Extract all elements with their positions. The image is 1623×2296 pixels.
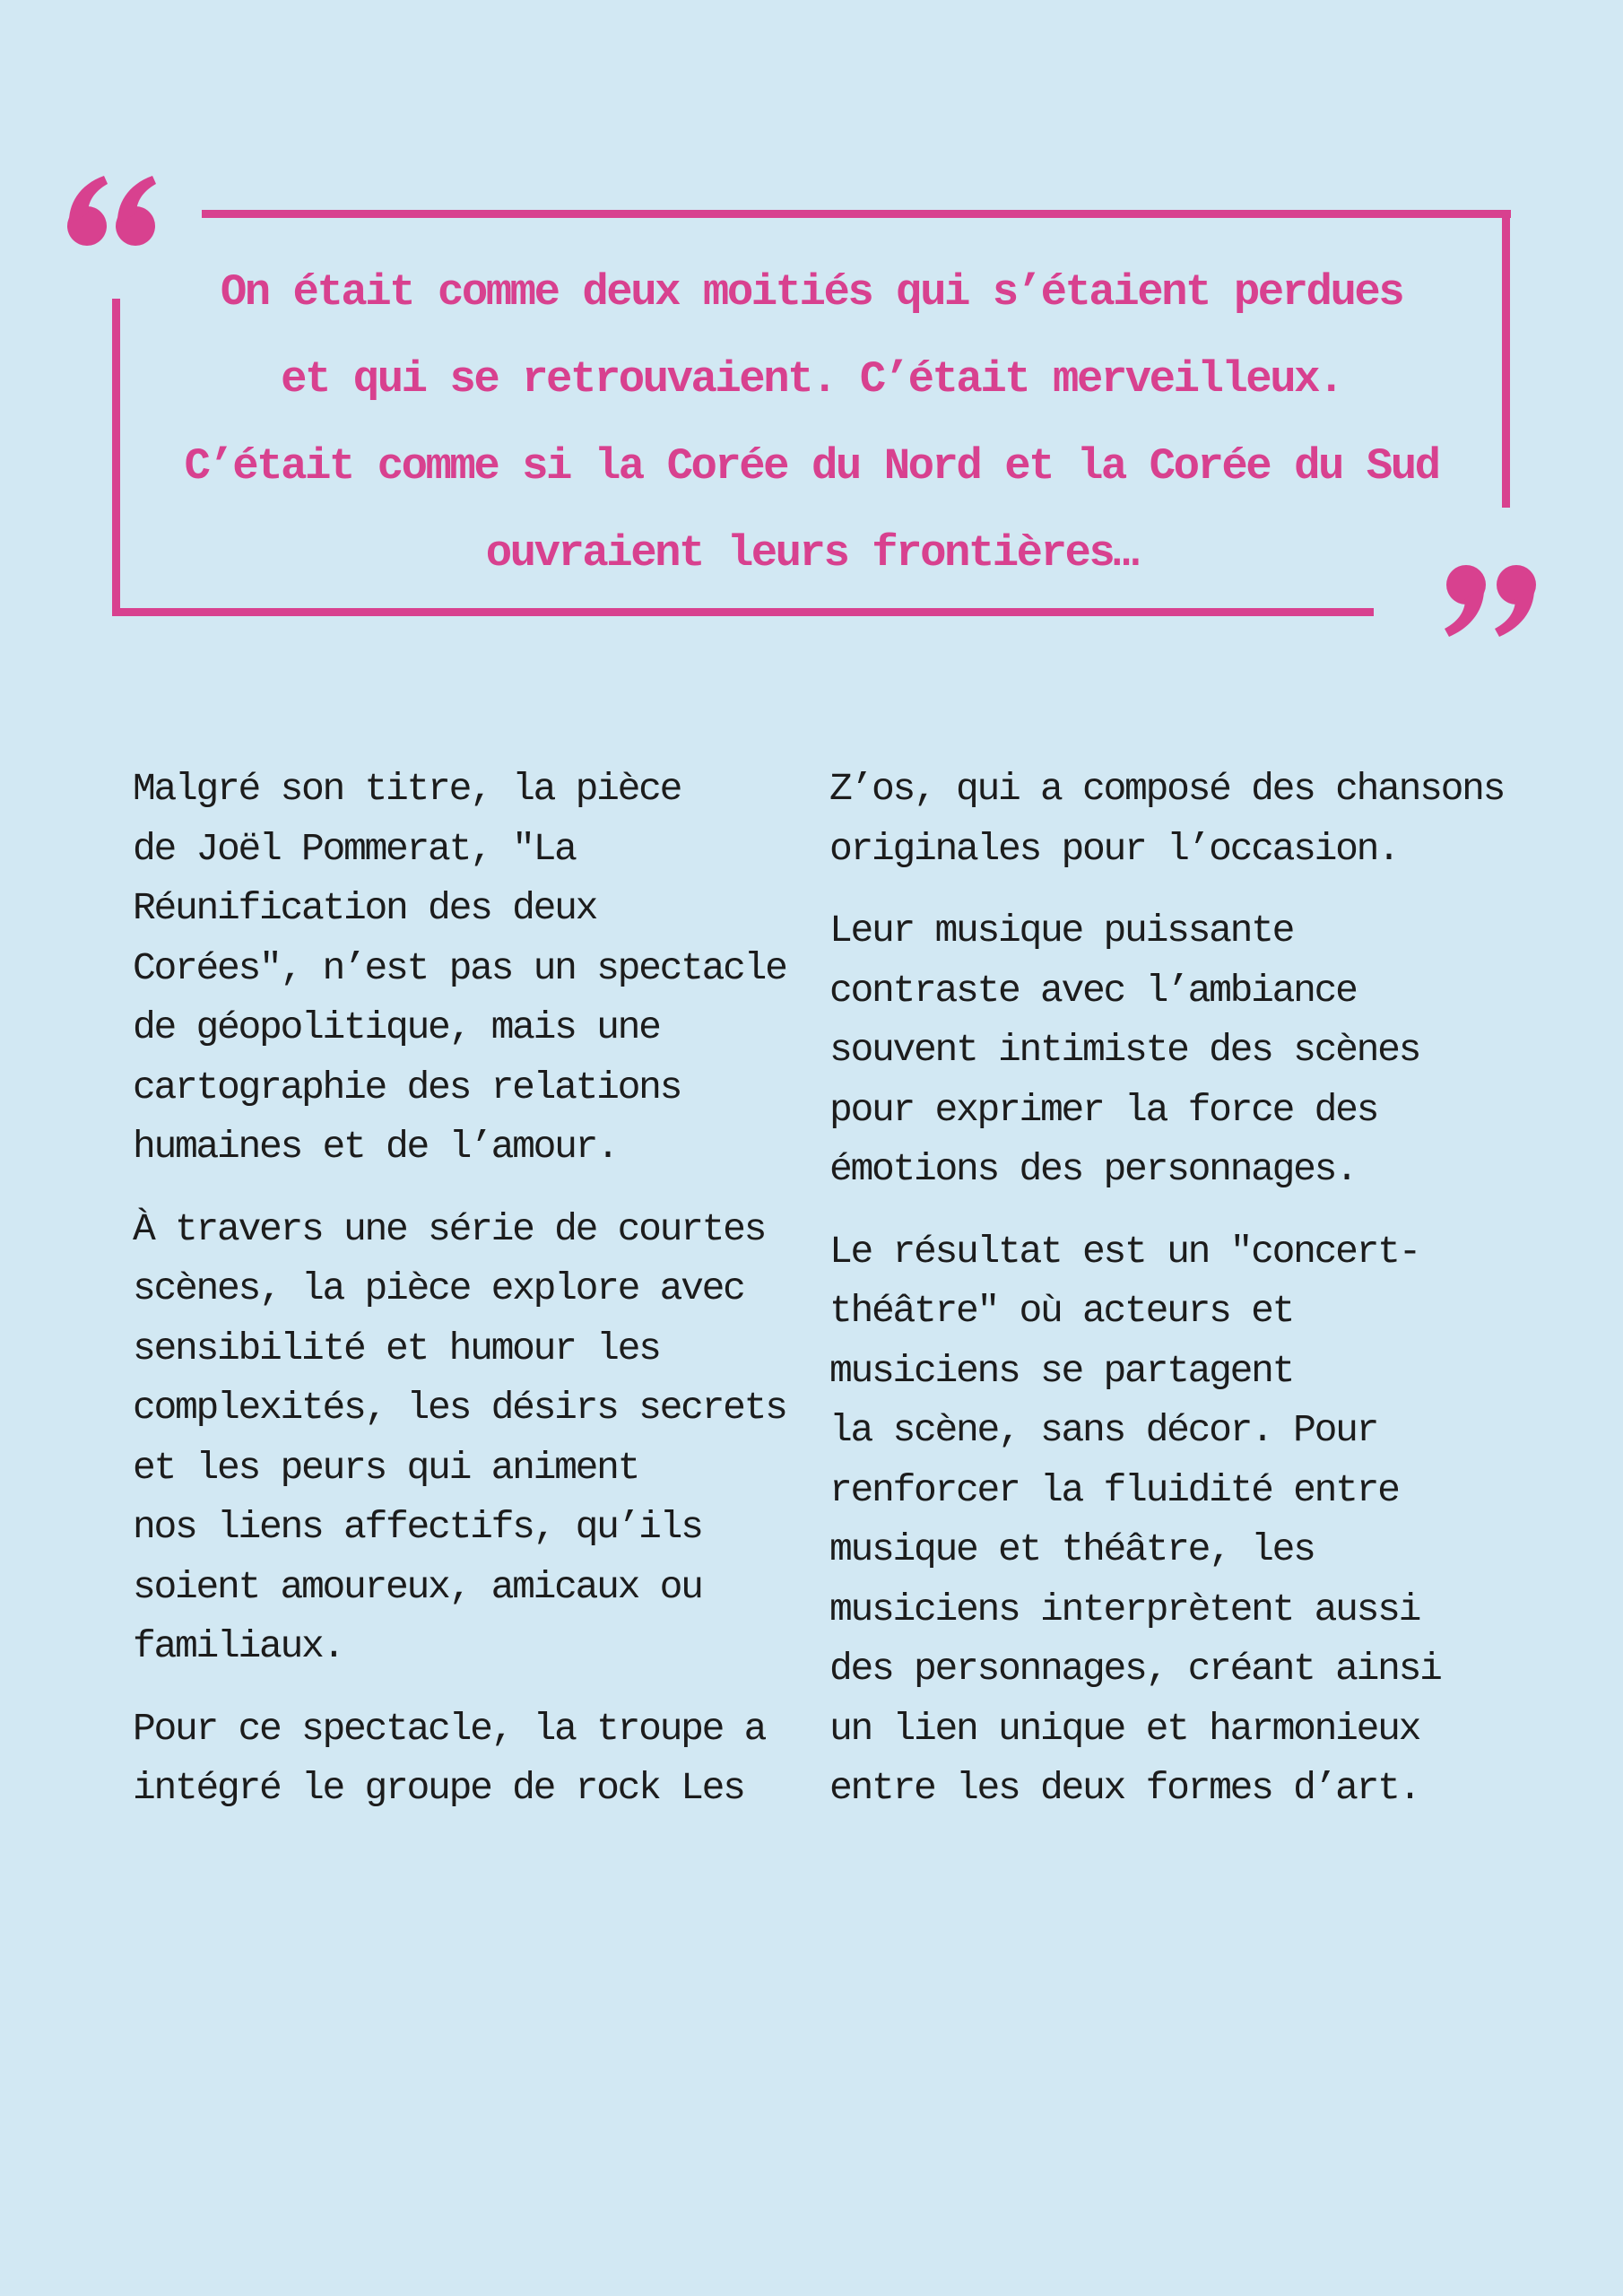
text-line: émotions des personnages. xyxy=(829,1147,1357,1191)
text-line: musiciens se partagent xyxy=(829,1348,1294,1393)
paragraph xyxy=(133,1700,796,1819)
text-line: théâtre" où acteurs et xyxy=(829,1289,1294,1333)
text-line: À travers une série de courtes xyxy=(133,1206,766,1251)
text-line: la scène, sans décor. Pour xyxy=(829,1408,1378,1452)
text-line: Z’os, qui a composé des chansons xyxy=(829,767,1505,811)
text-line: pour exprimer la force des xyxy=(829,1087,1378,1132)
text-line: cartographie des relations xyxy=(133,1065,681,1109)
paragraph xyxy=(133,760,796,1178)
close-quote-icon xyxy=(1436,547,1544,646)
body-column-right xyxy=(829,760,1520,1841)
text-line: Le résultat est un "concert- xyxy=(829,1229,1420,1274)
text-line: Réunification des deux xyxy=(133,886,597,930)
text-line: et les peurs qui animent xyxy=(133,1445,639,1490)
text-line: scènes, la pièce explore avec xyxy=(133,1266,744,1310)
text-line: musiciens interprètent aussi xyxy=(829,1587,1420,1631)
body-column-left xyxy=(133,760,796,1841)
quote-frame-bottom xyxy=(112,608,1374,616)
text-line: Pour ce spectacle, la troupe a xyxy=(133,1706,766,1751)
text-line: nos liens affectifs, qu’ils xyxy=(133,1505,702,1549)
text-line: de géopolitique, mais une xyxy=(133,1005,660,1049)
text-line: originales pour l’occasion. xyxy=(829,826,1399,871)
text-line: souvent intimiste des scènes xyxy=(829,1028,1420,1072)
paragraph xyxy=(829,760,1520,879)
quote-frame-left xyxy=(112,299,120,616)
text-line: Leur musique puissante xyxy=(829,909,1294,952)
text-line: intégré le groupe de rock Les xyxy=(133,1766,744,1810)
text-line: complexités, les désirs secrets xyxy=(133,1386,786,1430)
quote-line: C’était comme si la Corée du Nord et la Corée du Sud xyxy=(184,441,1439,491)
text-line: Malgré son titre, la pièce xyxy=(133,767,681,811)
text-line: de Joël Pommerat, "La xyxy=(133,826,576,871)
text-line: Corées", n’est pas un spectacle xyxy=(133,945,786,990)
text-line: sensibilité et humour les xyxy=(133,1326,660,1370)
open-quote-icon xyxy=(61,170,169,269)
quote-line: On était comme deux moitiés qui s’étaient perdues xyxy=(220,267,1403,317)
quote-line: ouvraient leurs frontières… xyxy=(485,528,1138,578)
text-line: contraste avec l’ambiance xyxy=(829,968,1357,1013)
quote-line: et qui se retrouvaient. C’était merveilleux. xyxy=(281,354,1342,404)
paragraph xyxy=(133,1200,796,1677)
text-line: entre les deux formes d’art. xyxy=(829,1766,1420,1810)
paragraph xyxy=(829,1222,1520,1819)
text-line: musique et théâtre, les xyxy=(829,1527,1315,1571)
paragraph xyxy=(829,901,1520,1200)
text-line: familiaux. xyxy=(133,1624,344,1668)
pull-quote xyxy=(179,249,1444,597)
quote-frame-top xyxy=(202,210,1511,218)
text-line: humaines et de l’amour. xyxy=(133,1125,618,1169)
text-line: soient amoureux, amicaux ou xyxy=(133,1564,702,1609)
text-line: un lien unique et harmonieux xyxy=(829,1706,1420,1751)
text-line: renforcer la fluidité entre xyxy=(829,1467,1399,1512)
text-line: des personnages, créant ainsi xyxy=(829,1647,1441,1691)
quote-frame-right xyxy=(1502,210,1510,508)
